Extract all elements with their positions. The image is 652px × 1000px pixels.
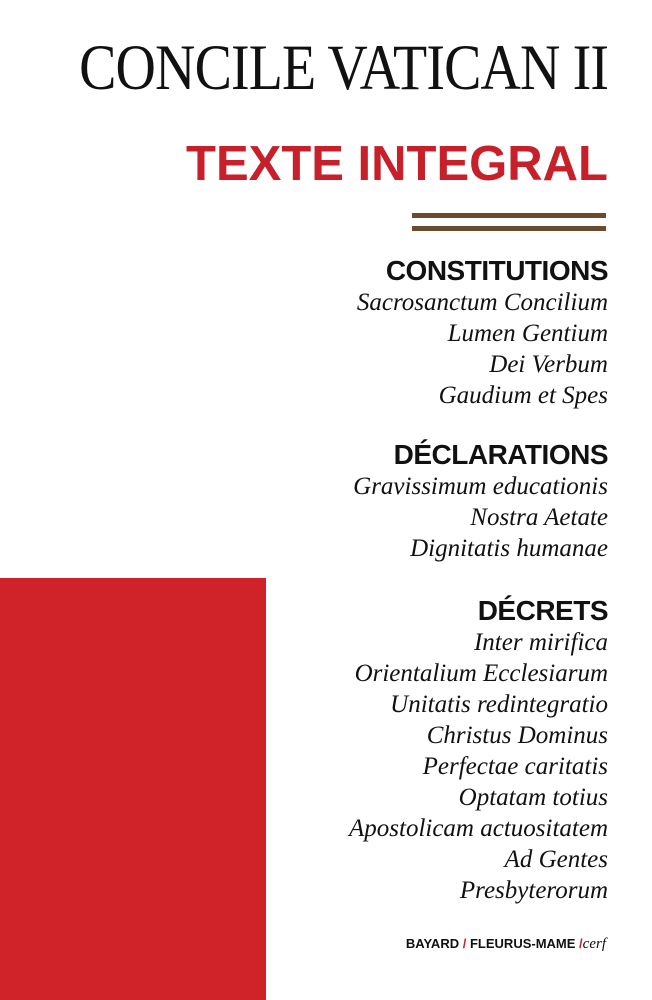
document-title-item: Presbyterorum <box>459 877 608 905</box>
publisher-fleurus-mame: FLEURUS-MAME <box>469 936 576 951</box>
decorative-rule-top <box>412 213 606 218</box>
section-declarations <box>353 440 608 564</box>
document-title-item: Gravissimum educationis <box>353 473 608 501</box>
section-heading-declarations: DÉCLARATIONS <box>393 439 608 470</box>
publisher-bayard: BAYARD <box>405 936 460 951</box>
document-title-item: Inter mirifica <box>473 629 608 657</box>
red-color-block <box>0 578 266 1000</box>
document-title-item: Christus Dominus <box>426 722 608 750</box>
document-title-item: Nostra Aetate <box>470 504 608 532</box>
document-title-item: Dignitatis humanae <box>410 535 608 563</box>
document-title-item: Sacrosanctum Concilium <box>356 289 608 317</box>
document-title-item: Lumen Gentium <box>447 320 608 348</box>
publisher-line <box>406 936 606 953</box>
section-list-decrets <box>349 627 608 906</box>
publisher-cerf: cerf <box>582 936 606 952</box>
section-heading-constitutions: CONSTITUTIONS <box>385 255 608 286</box>
document-title-item: Dei Verbum <box>489 351 608 379</box>
document-title-item: Unitatis redintegratio <box>390 691 608 719</box>
decorative-rule-bottom <box>412 226 606 231</box>
section-constitutions <box>357 256 608 411</box>
book-subtitle: TEXTE INTEGRAL <box>186 137 608 191</box>
section-list-declarations <box>353 471 608 564</box>
document-title-item: Perfectae caritatis <box>422 753 608 781</box>
section-heading-decrets: DÉCRETS <box>477 595 608 626</box>
section-decrets <box>349 596 608 906</box>
document-title-item: Apostolicam actuositatem <box>349 815 608 843</box>
document-title-item: Ad Gentes <box>504 846 608 874</box>
document-title-item: Gaudium et Spes <box>438 382 608 410</box>
document-title-item: Orientalium Ecclesiarum <box>354 660 608 688</box>
section-list-constitutions <box>357 287 608 411</box>
publisher-separator: / <box>579 936 583 951</box>
book-title: CONCILE VATICAN II <box>78 32 608 104</box>
publisher-separator: / <box>462 936 467 951</box>
document-title-item: Optatam totius <box>458 784 608 812</box>
